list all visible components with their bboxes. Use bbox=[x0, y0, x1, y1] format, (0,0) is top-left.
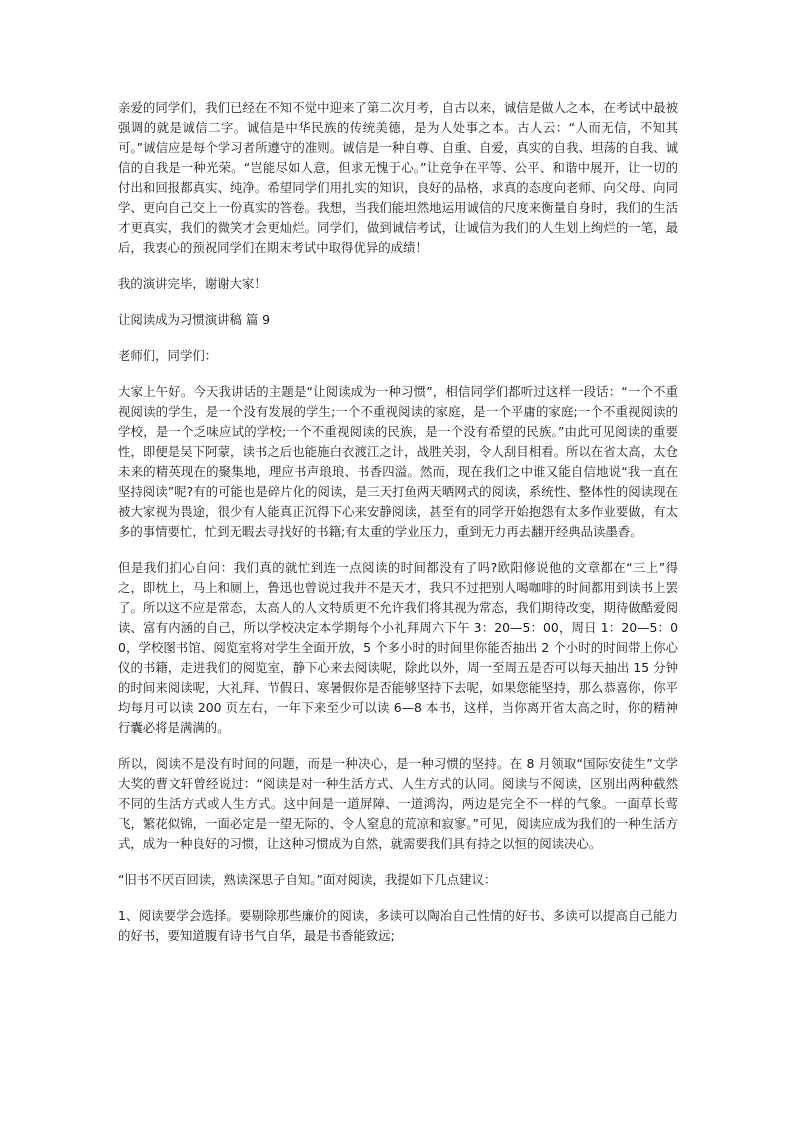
paragraph-suggestions-intro: “旧书不厌百回读，熟读深思子自知。”面对阅读，我提如下几点建议： bbox=[118, 872, 497, 887]
document-page bbox=[118, 98, 678, 962]
paragraph-habit: 所以，阅读不是没有时间的问题，而是一种决心，是一种习惯的坚持。在 8 月领取“国际安徒生”文学大奖的曹文轩曾经说过：“阅读是对一种生活方式、人生方式的认同。阅读与不阅读，区别出两种截然不同的生活方式或人生方式。这中间是一道屏障、一道鸿沟，两边是完全不一样的气象。一面草长莺飞，繁花似锦，一面必定是一望无际的、令人窒息的荒凉和寂寥。”可见，阅读应成为我们的一种生活方式，成为一种良好的习惯，让这种习惯成为自然，就需要我们具有持之以恒的阅读决心。 bbox=[118, 756, 678, 851]
paragraph-intro: 大家上午好。今天我讲话的主题是“让阅读成为一种习惯”，相信同学们都听过这样一段话：“一个不重视阅读的学生，是一个没有发展的学生;一个不重视阅读的家庭，是一个平庸的家庭;一个不重视阅读的学校，是一个乏味应试的学校;一个不重视阅读的民族，是一个没有希望的民族。”由此可见阅读的重要性，即便是吴下阿蒙，读书之后也能施白衣渡江之计，战胜关羽，令人刮目相看。所以在省太高，太仓未来的精英现在的聚集地，理应书声琅琅、书香四溢。然而，现在我们之中谁又能自信地说“我一直在坚持阅读”呢?有的可能也是碎片化的阅读，是三天打鱼两天晒网式的阅读，系统性、整体性的阅读现在被大家视为畏途，很少有人能真正沉得下心来安静阅读，甚至有的同学开始抱怨有太多作业要做，有太多的事情要忙，忙到无暇去寻找好的书籍;有太重的学业压力，重到无力再去翻开经典品读墨香。 bbox=[118, 384, 678, 539]
section-title: 让阅读成为习惯演讲稿 篇 9 bbox=[118, 312, 271, 327]
paragraph-suggestion-1: 1、阅读要学会选择。要剔除那些廉价的阅读，多读可以陶冶自己性情的好书、多读可以提高自己能力的好书，要知道腹有诗书气自华，最是书香能致远; bbox=[118, 908, 678, 943]
paragraph-thanks: 我的演讲完毕，谢谢大家！ bbox=[118, 276, 267, 291]
paragraph-reflection: 但是我们扪心自问：我们真的就忙到连一点阅读的时间都没有了吗?欧阳修说他的文章都在“三上”得之，即枕上，马上和厕上，鲁迅也曾说过我并不是天才，我只不过把别人喝咖啡的时间都用到读书上罢了。所以这不应是常态，太高人的人文特质更不允许我们将其视为常态，我们期待改变，期待做酷爱阅读、富有内涵的自己，所以学校决定本学期每个小礼拜周六下午 3：20—5：00，周日 1：20—5：00，学校图书馆、阅览室将对学生全面开放，5 个多小时的时间里你能否抽出 2 个小时的时间带上你心仪的书籍，走进我们的阅览室，静下心来去阅读呢，除此以外，周一至周五是否可以每天抽出 15 分钟的时间来阅读呢，大礼拜、节假日、寒暑假你是否能够坚持下去呢，如果您能坚持，那么恭喜你，你平均每月可以读 200 页左右，一年下来至少可以读 6—8 本书，这样，当你离开省太高之时，你的精神行囊必将是满满的。 bbox=[118, 560, 678, 735]
paragraph-closing-speech: 亲爱的同学们，我们已经在不知不觉中迎来了第二次月考，自古以来，诚信是做人之本，在考试中最被强调的就是诚信二字。诚信是中华民族的传统美德，是为人处事之本。古人云：“人而无信，不知其可。”诚信应是每个学习者所遵守的准则。诚信是一种自尊、自重、自爱，真实的自我、坦荡的自我、诚信的自我是一种光荣。“岂能尽如人意，但求无愧于心。”让竞争在平等、公平、和谐中展开，让一切的付出和回报都真实、纯净。希望同学们用扎实的知识，良好的品格，求真的态度向老师、向父母、向同学、更向自己交上一份真实的答卷。我想，当我们能坦然地运用诚信的尺度来衡量自身时，我们的生活才更真实，我们的微笑才会更灿烂。同学们，做到诚信考试，让诚信为我们的人生划上绚烂的一笔，最后，我衷心的预祝同学们在期末考试中取得优异的成绩！ bbox=[118, 100, 678, 255]
paragraph-greeting: 老师们，同学们： bbox=[118, 348, 218, 363]
